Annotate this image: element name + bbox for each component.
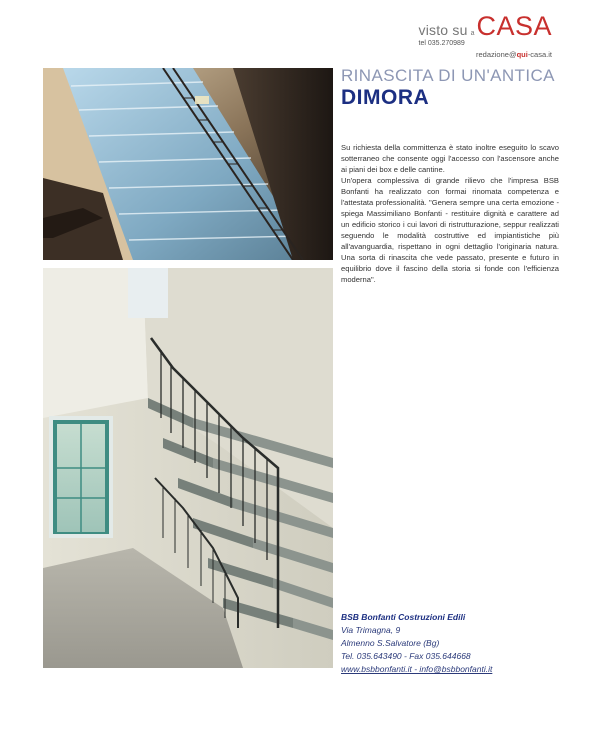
article-paragraph-1: Su richiesta della committenza è stato inoltre eseguito lo scavo sotterraneo che consente oggi l'accesso con l'ascensore anche ai piani dei box e delle cantine. <box>341 143 559 174</box>
logo-casa-text: CASA <box>476 11 552 41</box>
logo-phone: tel 035.270989 <box>418 40 465 47</box>
magazine-logo <box>418 11 553 59</box>
staircase-photo <box>43 268 333 668</box>
article-paragraph-2: Un'opera complessiva di grande rilievo che l'impresa BSB Bonfanti ha realizzato con formai rinomata competenza e l'attestata professionalità. "Genera sempre una certa emozione - spiega Massimiliano Bonfanti - restituire dignità e carattere ad un edificio storico i cui lavori di ristrutturazione, seppur realizzati seguendo le modalità costruttive ed impiantistiche più all'avanguardia, rispettano in ogni dettaglio l'originaria natura. Una sorta di rinascita che vede passato, presente e futuro in equilibrio dove il fascino della storia si fonde con l'efficienza moderna". <box>341 176 559 284</box>
logo-a-text: a <box>470 30 475 37</box>
logo-visto-text: visto su <box>418 22 468 38</box>
article-body <box>341 142 559 285</box>
article-headline: DIMORA <box>341 86 430 109</box>
logo-email-suffix: -casa.it <box>527 50 552 59</box>
company-phones: Tel. 035.643490 - Fax 035.644668 <box>341 651 471 661</box>
company-city: Almenno S.Salvatore (Bg) <box>341 638 440 648</box>
company-contacts <box>341 611 492 676</box>
logo-email-prefix: redazione@ <box>476 50 517 59</box>
logo-email-highlight: qui <box>516 50 528 59</box>
article-kicker: RINASCITA DI UN'ANTICA <box>341 66 555 85</box>
logo-email <box>419 50 553 59</box>
stairwell-top-photo <box>43 68 333 260</box>
company-name: BSB Bonfanti Costruzioni Edili <box>341 612 466 622</box>
company-address: Via Trimagna, 9 <box>341 625 401 635</box>
company-web-link[interactable]: www.bsbbonfanti.it - info@bsbbonfanti.it <box>341 664 493 674</box>
